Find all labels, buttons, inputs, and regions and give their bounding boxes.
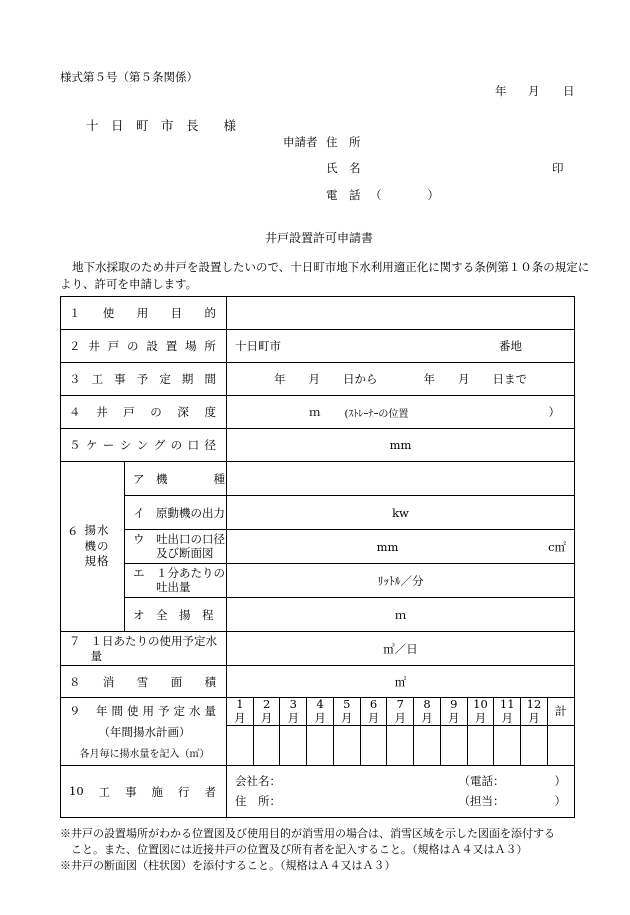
discharge-diameter-unit: mm (376, 539, 399, 554)
date-month: 月 (528, 84, 540, 98)
row-discharge-volume (61, 564, 575, 598)
month-12-header: 12 月 (521, 698, 548, 726)
usage-purpose-label: １ 使 用 目 的 (61, 297, 227, 330)
discharge-diameter-field[interactable] (227, 530, 575, 564)
month-6-header: 6 月 (360, 698, 387, 726)
discharge-volume-label: エ １分あたりの 吐出量 (125, 564, 227, 598)
address-label: 住 所 (326, 135, 361, 149)
discharge-volume-field[interactable] (227, 564, 575, 598)
row-casing-diameter (61, 429, 575, 462)
strainer-position: (ｽﾄﾚｰﾅｰの位置 (344, 408, 409, 420)
total-head-label: オ 全 揚 程 (125, 598, 227, 632)
contractor-address-label: 住 所： (235, 793, 281, 808)
row-contractor (61, 766, 575, 818)
month-9-value[interactable] (440, 726, 467, 766)
month-8-header: 8 月 (414, 698, 441, 726)
company-label: 会社名： (235, 774, 281, 788)
snow-area-unit: ㎡ (394, 674, 407, 689)
contractor-field[interactable] (227, 766, 575, 818)
footnote-3: ※井戸の断面図（柱状図）を添付すること。（規格はＡ４又はＡ３） (60, 859, 396, 872)
discharge-diameter-label: ウ 吐出口の口径 及び断面図 (125, 530, 227, 564)
row-usage-purpose (61, 297, 575, 330)
month-3-value[interactable] (280, 726, 307, 766)
month-5-header: 5 月 (333, 698, 360, 726)
row-pump-type (61, 462, 575, 496)
motor-output-unit: kw (392, 505, 409, 520)
period-text: 年 月 日から 年 月 日まで (274, 372, 527, 386)
date-day: 日 (563, 84, 575, 98)
month-3-header: 3 月 (280, 698, 307, 726)
row-total-head (61, 598, 575, 632)
discharge-volume-unit: ﾘｯﾄﾙ／分 (377, 573, 424, 588)
total-header: 計 (547, 698, 574, 726)
discharge-area-unit: c㎡ (548, 539, 567, 554)
well-depth-field[interactable] (227, 396, 575, 429)
construction-period-field[interactable] (227, 363, 575, 396)
row-well-depth (61, 396, 575, 429)
well-depth-label: ４ 井 戸 の 深 度 (61, 396, 227, 429)
construction-period-label: ３ 工 事 予 定 期 間 (61, 363, 227, 396)
row-construction-period (61, 363, 575, 396)
row-well-location (61, 330, 575, 363)
usage-purpose-field[interactable] (227, 297, 575, 330)
strainer-close-paren: ） (548, 405, 560, 419)
depth-unit: ｍ (309, 405, 321, 419)
daily-water-unit: ㎥／日 (383, 641, 418, 656)
snow-area-field[interactable] (227, 666, 575, 698)
month-11-value[interactable] (494, 726, 521, 766)
application-form-table (60, 296, 575, 818)
contractor-contact-label: （担当： (458, 793, 505, 808)
date-year: 年 (495, 84, 507, 98)
month-1-header: 1 月 (227, 698, 254, 726)
month-2-value[interactable] (253, 726, 280, 766)
month-1-value[interactable] (227, 726, 254, 766)
month-9-header: 9 月 (440, 698, 467, 726)
pump-type-field[interactable] (227, 462, 575, 496)
banchi-label: 番地 (499, 339, 522, 353)
footnote-2: こと。また、位置図には近接井戸の位置及び所有者を記入すること。（規格はＡ４又はＡ３） (60, 843, 528, 856)
annual-water-label: ９ 年間使用予定水量 （年間揚水計画） 各月毎に揚水量を記入（㎥） (61, 698, 227, 766)
intro-text-line2: より、許可を申請します。 (60, 277, 198, 291)
daily-water-label: ７ １日あたりの使用予定水量 (61, 632, 227, 666)
month-5-value[interactable] (333, 726, 360, 766)
total-value[interactable] (547, 726, 574, 766)
footnote-1: ※井戸の設置場所がわかる位置図及び使用目的が消雪用の場合は、消雪区域を示した図面を添付する (60, 827, 555, 840)
month-7-value[interactable] (387, 726, 414, 766)
document-title: 井戸設置許可申請書 (265, 231, 374, 245)
month-10-header: 10 月 (467, 698, 494, 726)
pump-type-label: ア 機 種 (125, 462, 227, 496)
month-11-header: 11 月 (494, 698, 521, 726)
form-number: 様式第５号（第５条関係） (60, 70, 198, 84)
contractor-contact-close: ） (554, 793, 566, 808)
row-discharge-diameter (61, 530, 575, 564)
month-4-value[interactable] (307, 726, 334, 766)
name-label: 氏 名 (326, 161, 361, 175)
well-location-label: ２ 井 戸 の 設 置 場 所 (61, 330, 227, 363)
total-head-field[interactable] (227, 598, 575, 632)
snow-area-label: ８ 消 雪 面 積 (61, 666, 227, 698)
month-12-value[interactable] (521, 726, 548, 766)
phone-parens: （ ） (370, 188, 439, 202)
row-snow-area (61, 666, 575, 698)
contractor-label: 10 工 事 施 行 者 (61, 766, 227, 818)
month-8-value[interactable] (414, 726, 441, 766)
month-7-header: 7 月 (387, 698, 414, 726)
month-10-value[interactable] (467, 726, 494, 766)
motor-output-label: イ 原動機の出力 (125, 496, 227, 530)
motor-output-field[interactable] (227, 496, 575, 530)
intro-text-line1: 地下水採取のため井戸を設置したいので、十日町市地下水利用適正化に関する条例第１０条の規定に (72, 260, 590, 274)
well-location-field[interactable] (227, 330, 575, 363)
daily-water-field[interactable] (227, 632, 575, 666)
row-motor-output (61, 496, 575, 530)
contractor-phone-close: ） (554, 774, 566, 788)
row-daily-water (61, 632, 575, 666)
casing-diameter-field[interactable] (227, 429, 575, 462)
pump-spec-group-label: ６ 揚水機の規格 (61, 462, 125, 632)
total-head-unit: ｍ (394, 607, 407, 622)
casing-diameter-label: ５ ケ ー シ ン グ の 口 径 (61, 429, 227, 462)
month-4-header: 4 月 (307, 698, 334, 726)
seal-mark: 印 (552, 161, 564, 175)
month-2-header: 2 月 (253, 698, 280, 726)
row-annual-water-months (61, 698, 575, 726)
city-name: 十日町市 (235, 339, 281, 353)
casing-unit: mm (389, 438, 412, 452)
addressee: 十 日 町 市 長 様 (86, 118, 237, 133)
phone-label: 電 話 (326, 188, 361, 202)
applicant-label: 申請者 (283, 135, 318, 149)
month-6-value[interactable] (360, 726, 387, 766)
contractor-phone-label: （電話： (458, 774, 505, 788)
